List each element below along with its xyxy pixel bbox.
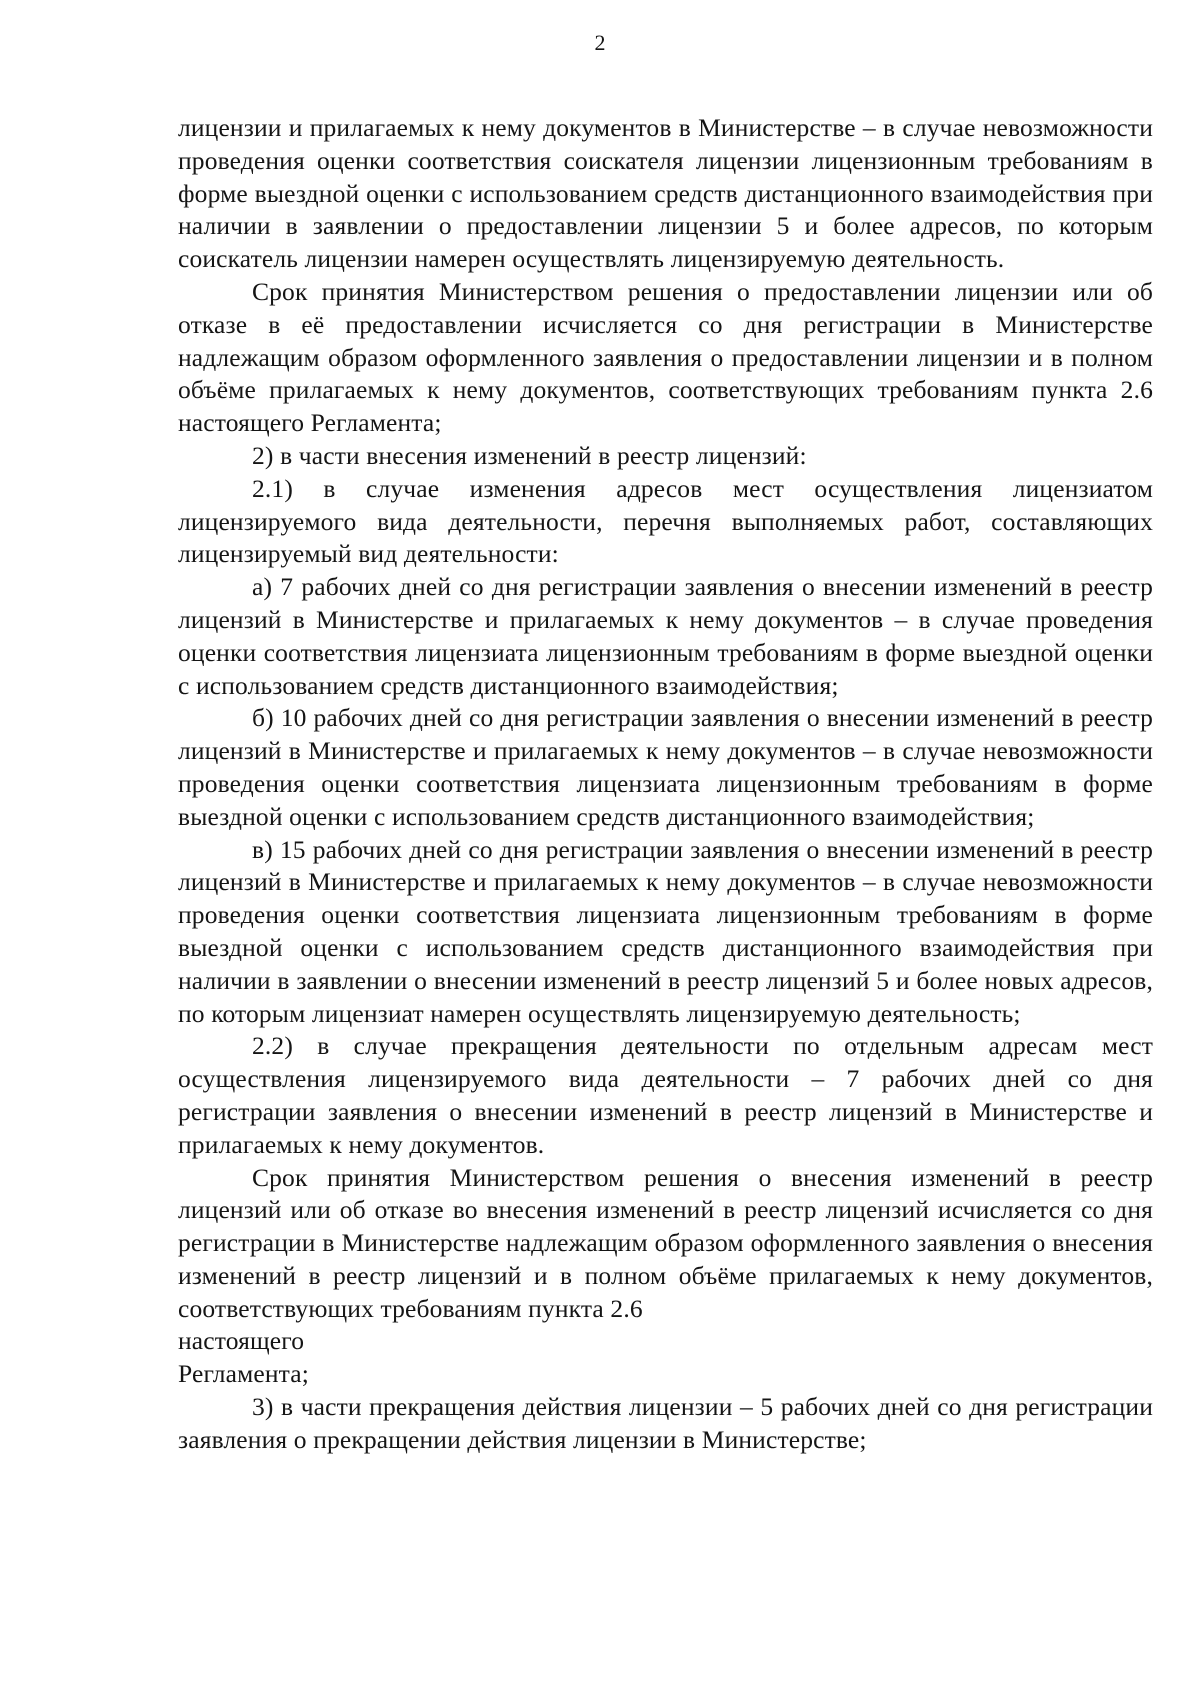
page-number: 2: [594, 30, 606, 55]
paragraph-item-2: 2) в части внесения изменений в реестр лицензий:: [252, 440, 807, 470]
paragraph-license-continuation: лицензии и прилагаемых к нему документов в Министерстве – в случае невозможности проведения оценки соответствия соискателя лицензии лицензионным требованиям в форме выездной оценки с использованием средств дистанционного взаимодействия при наличии в заявлении о предоставлении лицензии 5 и более адресов, по которым соискатель лицензии намерен осуществлять лицензируемую деятельность.: [178, 113, 1153, 274]
paragraph-item-3: 3) в части прекращения действия лицензии – 5 рабочих дней со дня регистрации заявления о прекращении действия лицензии в Министерстве;: [178, 1392, 1153, 1454]
paragraph-line-nastoyashchego: настоящего: [178, 1326, 305, 1356]
paragraph-item-2-1: 2.1) в случае изменения адресов мест осуществления лицензиатом лицензируемого вида деятельности, перечня выполняемых работ, составляющих лицензируемый вид деятельности:: [178, 473, 1153, 569]
paragraph-decision-term-license: Срок принятия Министерством решения о предоставлении лицензии или об отказе в её предоставлении исчисляется со дня регистрации в Министерстве надлежащим образом оформленного заявления о предоставлении лицензии и в полном объёме прилагаемых к нему документов, соответствующих требованиям пункта 2.6 настоящего Регламента;: [178, 276, 1153, 438]
paragraph-item-2-2: 2.2) в случае прекращения деятельности по отдельным адресам мест осуществления лицензируемого вида деятельности – 7 рабочих дней со дня регистрации заявления о внесении изменений в реестр лицензий в Министерстве и прилагаемых к нему документов.: [178, 1031, 1153, 1159]
paragraph-item-a: а) 7 рабочих дней со дня регистрации заявления о внесении изменений в реестр лицензий в Министерстве и прилагаемых к нему документов – в случае проведения оценки соответствия лицензиата лицензионным требованиям в форме выездной оценки с использованием средств дистанционного взаимодействия;: [178, 572, 1153, 700]
document-body: [178, 112, 1153, 1457]
paragraph-line-reglamenta: Регламента;: [178, 1359, 309, 1389]
paragraph-item-v: в) 15 рабочих дней со дня регистрации заявления о внесении изменений в реестр лицензий в Министерстве и прилагаемых к нему документов – в случае невозможности проведения оценки соответствия лицензиата лицензионным требованиям в форме выездной оценки с использованием средств дистанционного взаимодействия при наличии в заявлении о внесении изменений в реестр лицензий 5 и более новых адресов, по которым лицензиат намерен осуществлять лицензируемую деятельность;: [178, 834, 1153, 1028]
paragraph-item-b: б) 10 рабочих дней со дня регистрации заявления о внесении изменений в реестр лицензий в Министерстве и прилагаемых к нему документов – в случае невозможности проведения оценки соответствия лицензиата лицензионным требованиям в форме выездной оценки с использованием средств дистанционного взаимодействия;: [178, 703, 1153, 831]
paragraph-decision-term-changes: Срок принятия Министерством решения о внесения изменений в реестр лицензий или об отказе во внесения изменений в реестр лицензий исчисляется со дня регистрации в Министерстве надлежащим образом оформленного заявления о внесения изменений в реестр лицензий и в полном объёме прилагаемых к нему документов, соответствующих требованиям пункта 2.6: [178, 1162, 1153, 1323]
